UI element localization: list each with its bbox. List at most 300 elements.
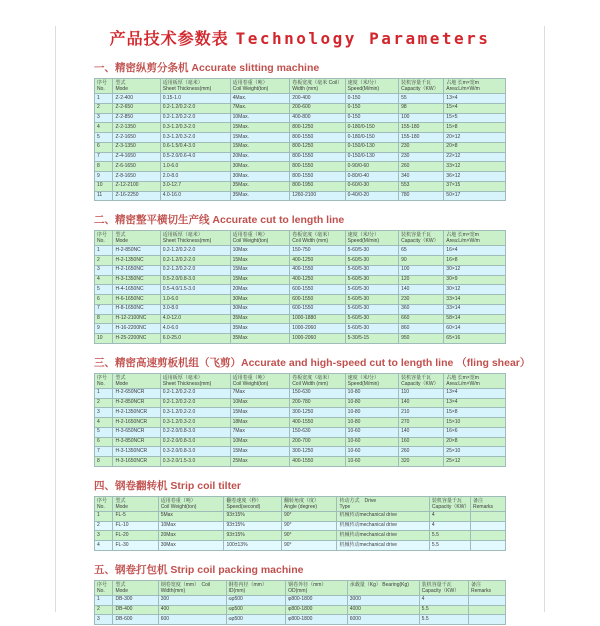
cell-no: 8 (95, 162, 113, 172)
table-cell: 90° (281, 531, 336, 541)
table-cell: 800-1950 (290, 181, 345, 191)
column-header (158, 580, 226, 595)
table-cell: 100±13% (224, 541, 282, 551)
table-cell: 0.5-2.0/0.8-3.0 (160, 275, 230, 285)
column-header (158, 496, 224, 511)
cell-no: 1 (95, 246, 113, 256)
table-cell: H-2-650NCR (113, 388, 160, 398)
column-header (419, 580, 468, 595)
cell-no: 6 (95, 295, 113, 305)
table-cell: 20×8 (444, 142, 506, 152)
table-cell: FL-30 (113, 541, 158, 551)
table-cell: 30Max (230, 304, 290, 314)
table-cell: 10Max (230, 246, 290, 256)
column-header-cn: 序号 (97, 581, 108, 588)
column-header-en: Coil Width (mm) (292, 380, 329, 387)
table-cell: 320 (399, 457, 444, 467)
table-cell: 0.2-1.2/0.2-2.0 (160, 246, 230, 256)
column-header (95, 496, 113, 511)
column-header (95, 373, 113, 388)
table-cell: 150-630 (290, 388, 345, 398)
table-cell: 5.5 (419, 605, 468, 615)
table-cell: 90° (281, 511, 336, 521)
section-heading: 五、钢卷打包机 Strip coil packing machine (94, 563, 304, 576)
cell-no: 2 (95, 521, 113, 531)
table-cell: H-2-1350NC (113, 256, 160, 266)
cell-no: 11 (95, 191, 113, 201)
table-cell: 15×8 (444, 123, 506, 133)
cell-no: 9 (95, 324, 113, 334)
table-cell: 660 (399, 314, 444, 324)
column-header-cn: 速度（米/分） (347, 374, 380, 381)
column-header-en: No. (97, 503, 105, 510)
table-cell: 4 (429, 521, 470, 531)
table-row (95, 275, 506, 285)
table-cell: 15Max (230, 256, 290, 266)
table-cell: 100 (399, 265, 444, 275)
header-row (95, 496, 506, 511)
section-3 (94, 355, 531, 467)
cell-no: 4 (95, 275, 113, 285)
table-cell: 0-180/0-150 (345, 123, 398, 133)
column-header-cn: 序号 (97, 497, 108, 504)
cell-no: 6 (95, 437, 113, 447)
table-cell: 4Max. (230, 94, 290, 104)
table-row (95, 418, 506, 428)
table-cell: 400 (158, 605, 226, 615)
table-cell: 35Max (230, 324, 290, 334)
header-row (95, 580, 506, 595)
column-header-cn: 速度（米/分） (347, 80, 380, 86)
table-cell: 0.6-1.5/0.4-3.0 (160, 142, 230, 152)
header-row (95, 231, 506, 246)
cell-no: 3 (95, 113, 113, 123)
table-cell: 160 (399, 437, 444, 447)
cell-no: 9 (95, 172, 113, 182)
table-cell: 机械传动mechanical drive (337, 521, 429, 531)
cell-no: 4 (95, 418, 113, 428)
table-cell: 4.0-12.0 (160, 314, 230, 324)
column-header-cn: 型式 (115, 497, 126, 504)
header-row (95, 79, 506, 94)
column-header (429, 496, 470, 511)
column-header-cn: 适用卷重（吨） (232, 80, 268, 86)
cell-no: 2 (95, 256, 113, 266)
table-cell: 20×8 (444, 437, 506, 447)
table-cell: Z-3-1350 (113, 142, 160, 152)
table-cell: 5-60/5-30 (345, 324, 398, 334)
column-header-cn: 承载量（Kg） Bearing(Kg) (349, 581, 409, 588)
table-row (95, 304, 506, 314)
table-cell: 机械传动mechanical drive (337, 531, 429, 541)
column-header (399, 231, 444, 246)
table-row (95, 615, 506, 625)
table-row (95, 521, 506, 531)
table-cell: 0.2-1.2/0.2-2.0 (160, 103, 230, 113)
table-cell: 0.3-1.2/0.3-2.0 (160, 418, 230, 428)
table-cell: 65×16 (444, 334, 506, 344)
page-title (56, 26, 544, 49)
cell-no: 1 (95, 595, 113, 605)
table-row (95, 246, 506, 256)
table-row (95, 295, 506, 305)
table-row (95, 256, 506, 266)
cell-no: 4 (95, 123, 113, 133)
table-cell: 30Max. (230, 162, 290, 172)
section-heading: 四、钢卷翻转机 Strip coil tilter (94, 479, 242, 492)
column-header-cn: 钢卷外径（mm） (288, 581, 327, 588)
table-cell: Z-16-2250 (113, 191, 160, 201)
table-cell: 33×14 (444, 295, 506, 305)
column-header-cn: 占地 长m×宽m (446, 80, 479, 86)
table-row (95, 162, 506, 172)
table-cell: FL-5 (113, 511, 158, 521)
table-cell: FL-10 (113, 521, 158, 531)
cell-no: 7 (95, 152, 113, 162)
table-cell (471, 531, 506, 541)
table-cell (471, 541, 506, 551)
table-cell: 400-800 (290, 113, 345, 123)
table-cell: 400-1250 (290, 275, 345, 285)
table-cell: 30×9 (444, 275, 506, 285)
column-header (113, 79, 160, 94)
table-cell: 200-600 (290, 103, 345, 113)
table-cell: 260 (399, 447, 444, 457)
table-cell: Z-2-850 (113, 113, 160, 123)
column-header-en: Angle (degree) (283, 503, 318, 510)
table-cell: 7Max (230, 388, 290, 398)
table-cell: 机械传动mechanical drive (337, 541, 429, 551)
table-cell: H-25-2200NC (113, 334, 160, 344)
table-cell: 20×12 (444, 133, 506, 143)
table-cell: 600 (158, 615, 226, 625)
table-cell: 10Max (230, 398, 290, 408)
table-cell: 2.0-8.0 (160, 172, 230, 182)
table-cell: 15×4 (444, 103, 506, 113)
column-header-en: No. (97, 86, 105, 92)
document-page (55, 26, 545, 622)
table-cell: Z-12-2100 (113, 181, 160, 191)
table-cell (468, 595, 505, 605)
table-cell: 60×14 (444, 324, 506, 334)
table-cell: 50×17 (444, 191, 506, 201)
table-cell: 5-30/5-15 (345, 334, 398, 344)
table-cell: H-6-1650NC (113, 295, 160, 305)
table-cell: 0-90/0-60 (345, 162, 398, 172)
column-header (444, 231, 506, 246)
parameter-table (94, 230, 506, 344)
table-cell: H-3-650NCR (113, 427, 160, 437)
column-header-en: Speed(M/min) (347, 238, 380, 245)
table-cell: 6000 (347, 615, 419, 625)
column-header-en: Coil Weight(ton) (160, 503, 197, 510)
column-header-en: Capacity（KW） (421, 587, 460, 594)
table-cell: 90 (399, 256, 444, 266)
cell-no: 3 (95, 615, 113, 625)
table-row (95, 191, 506, 201)
table-cell: 200-700 (290, 437, 345, 447)
header-row (95, 373, 506, 388)
table-cell: 3000 (347, 595, 419, 605)
table-row (95, 334, 506, 344)
table-row (95, 265, 506, 275)
table-cell: 90° (281, 541, 336, 551)
cell-no: 7 (95, 447, 113, 457)
column-header (471, 496, 506, 511)
cell-no: 2 (95, 398, 113, 408)
table-cell: 5-60/5-30 (345, 304, 398, 314)
column-header-cn: 型式 (115, 581, 126, 588)
column-header-cn: 占地 长m×宽m (446, 374, 479, 381)
table-cell: 0.15-1.0 (160, 94, 230, 104)
cell-no: 1 (95, 388, 113, 398)
sections-container (94, 60, 531, 625)
table-cell: 1000-2060 (290, 324, 345, 334)
table-cell: 0-150 (345, 113, 398, 123)
cell-no: 5 (95, 133, 113, 143)
column-header-en: Coil Width (mm) (292, 238, 329, 245)
column-header (290, 373, 345, 388)
column-header (113, 580, 158, 595)
column-header-cn: 备注 (473, 497, 484, 504)
column-header (337, 496, 429, 511)
table-cell: 93±15% (224, 531, 282, 541)
table-cell: 1000-1880 (290, 314, 345, 324)
column-header-cn: 型式 (115, 80, 126, 86)
table-row (95, 398, 506, 408)
table-cell: ≤φ500 (226, 605, 286, 615)
column-header (399, 373, 444, 388)
column-header-cn: 卷板宽度（毫米 Coil） (292, 80, 343, 86)
column-header-en: No. (97, 238, 105, 245)
table-row (95, 103, 506, 113)
table-cell: 300-1250 (290, 408, 345, 418)
table-cell: φ800-1800 (286, 605, 348, 615)
table-cell: 10-60 (345, 437, 398, 447)
table-cell: Z-2-650 (113, 103, 160, 113)
table-row (95, 457, 506, 467)
column-header (160, 231, 230, 246)
table-cell: 600-1550 (290, 285, 345, 295)
cell-no: 2 (95, 605, 113, 615)
table-cell: 0.2-1.2/0.2-2.0 (160, 113, 230, 123)
column-header-cn: 装机容量千瓦 (421, 581, 452, 588)
table-cell: 1.0-6.0 (160, 162, 230, 172)
column-header-en: Sheet Thickness(mm) (162, 86, 212, 92)
cell-no: 5 (95, 285, 113, 295)
table-cell: 15Max. (230, 133, 290, 143)
table-cell: 0.3-2.0/1.5-3.0 (160, 457, 230, 467)
table-cell (471, 521, 506, 531)
table-cell: 0-150 (345, 94, 398, 104)
table-cell: 35Max (230, 334, 290, 344)
table-cell: 30Max (158, 541, 224, 551)
table-row (95, 511, 506, 521)
table-cell: 155-180 (399, 133, 444, 143)
table-cell: 5Max (158, 511, 224, 521)
table-cell: 0-150/0-130 (345, 152, 398, 162)
table-cell: FL-20 (113, 531, 158, 541)
table-cell: 93±15% (224, 511, 282, 521)
table-cell: 15Max. (230, 123, 290, 133)
table-cell: 0.3-1.2/0.3-2.0 (160, 123, 230, 133)
table-cell: 150-630 (290, 427, 345, 437)
table-cell: 400-1550 (290, 418, 345, 428)
column-header (230, 79, 290, 94)
table-cell: H-2-850NCR (113, 398, 160, 408)
table-cell: 33×12 (444, 162, 506, 172)
table-cell: H-4-1650NC (113, 285, 160, 295)
table-cell: 0.2-1.2/0.2-2.0 (160, 265, 230, 275)
table-cell: 10-80 (345, 398, 398, 408)
table-cell: 5-60/5-30 (345, 246, 398, 256)
table-row (95, 531, 506, 541)
table-cell: 10-80 (345, 418, 398, 428)
table-cell: 13×4 (444, 388, 506, 398)
table-cell: 4 (419, 595, 468, 605)
column-header (444, 79, 506, 94)
table-cell: 600-1550 (290, 295, 345, 305)
table-cell: 15Max (230, 275, 290, 285)
column-header (345, 231, 398, 246)
table-cell: 800-1550 (290, 162, 345, 172)
column-header-cn: 装机容量千瓦 (401, 80, 432, 86)
cell-no: 8 (95, 457, 113, 467)
table-row (95, 123, 506, 133)
table-cell: 22×12 (444, 152, 506, 162)
table-cell: 15Max (230, 265, 290, 275)
cell-no: 2 (95, 103, 113, 113)
table-cell: 860 (399, 324, 444, 334)
table-cell: 5-60/5-30 (345, 285, 398, 295)
table-cell: 110 (399, 388, 444, 398)
column-header (95, 79, 113, 94)
column-header (290, 231, 345, 246)
column-header (347, 580, 419, 595)
table-cell: 机械传动mechanical drive (337, 511, 429, 521)
column-header-cn: 备注 (470, 581, 481, 588)
column-header-en: Type (339, 503, 351, 510)
table-cell: H-2-1650NCR (113, 418, 160, 428)
table-cell: 30×12 (444, 265, 506, 275)
column-header (444, 373, 506, 388)
column-header-en: Mode (115, 86, 128, 92)
table-cell: 5.5 (419, 615, 468, 625)
table-cell: 20Max (230, 285, 290, 295)
section-1 (94, 60, 506, 201)
column-header-en: Speed(second) (226, 503, 261, 510)
table-cell: 30Max (230, 295, 290, 305)
table-row (95, 324, 506, 334)
table-cell: 15×8 (444, 408, 506, 418)
column-header-en: Width (mm) (292, 86, 319, 92)
table-cell: 35Max (230, 314, 290, 324)
column-header (345, 79, 398, 94)
column-header-en: Sheet Thickness(mm) (162, 238, 212, 245)
table-cell: φ800-1800 (286, 595, 348, 605)
table-cell: Z-2-400 (113, 94, 160, 104)
column-header-cn: 钢卷宽度（mm） Coil (160, 581, 211, 588)
table-row (95, 172, 506, 182)
table-cell: H-2-1650NC (113, 265, 160, 275)
cell-no: 10 (95, 181, 113, 191)
column-header-cn: 速度（米/分） (347, 232, 380, 239)
table-cell: ≤φ500 (226, 615, 286, 625)
column-header-en: Mode (115, 503, 128, 510)
table-cell: 20Max. (230, 152, 290, 162)
table-cell: 0.5-2.0/0.6-4.0 (160, 152, 230, 162)
column-header-en: Area:L/m×W/m (446, 86, 480, 92)
column-header-en: Area:L/m×W/m (446, 380, 480, 387)
table-cell: 58×14 (444, 314, 506, 324)
table-cell (471, 511, 506, 521)
table-cell: 93±15% (224, 521, 282, 531)
table-cell: 10-80 (345, 388, 398, 398)
table-cell: 35Max. (230, 191, 290, 201)
column-header-en: Capacity（KW） (401, 380, 439, 387)
section-5 (94, 562, 506, 625)
table-cell: 10-80 (345, 408, 398, 418)
table-cell: 0.3-1.2/0.2-2.0 (160, 408, 230, 418)
table-cell: 16×6 (444, 427, 506, 437)
table-cell: 150-750 (290, 246, 345, 256)
column-header-cn: 型式 (115, 232, 126, 239)
column-header-cn: 适用卷重（吨） (232, 374, 268, 381)
table-cell: 4000 (347, 605, 419, 615)
column-header-en: Mode (115, 380, 128, 387)
table-cell: 6.0-25.0 (160, 334, 230, 344)
table-row (95, 408, 506, 418)
table-cell: 10Max. (230, 113, 290, 123)
table-cell: 400-1250 (290, 256, 345, 266)
table-row (95, 314, 506, 324)
column-header-en: Remarks (470, 587, 491, 594)
table-cell: H-2-850NC (113, 246, 160, 256)
table-cell: 13×4 (444, 94, 506, 104)
column-header (286, 580, 348, 595)
column-header-cn: 装机容量千瓦 (431, 497, 462, 504)
table-cell: 20Max (158, 531, 224, 541)
column-header-en: Sheet Thickness(mm) (162, 380, 212, 387)
column-header-cn: 传动方式 Drive (339, 497, 377, 504)
table-cell: DB-400 (113, 605, 158, 615)
table-cell: 4 (429, 511, 470, 521)
table-cell: 0-150 (345, 103, 398, 113)
column-header-en: Capacity（KW） (401, 238, 439, 245)
cell-no: 6 (95, 142, 113, 152)
table-cell: 7Max. (230, 103, 290, 113)
cell-no: 5 (95, 427, 113, 437)
table-cell: 36×12 (444, 172, 506, 182)
table-cell: 15Max (230, 408, 290, 418)
table-cell: 140 (399, 398, 444, 408)
column-header-en: Speed(M/min) (347, 86, 380, 92)
table-cell: 1000-2060 (290, 334, 345, 344)
table-cell: 210 (399, 408, 444, 418)
column-header (113, 373, 160, 388)
column-header-cn: 翻卷速度（秒） (226, 497, 262, 504)
table-cell: 25×10 (444, 447, 506, 457)
table-cell: 10Max (158, 521, 224, 531)
column-header-cn: 序号 (97, 374, 108, 381)
cell-no: 3 (95, 265, 113, 275)
table-row (95, 541, 506, 551)
table-cell: 100 (399, 113, 444, 123)
table-row (95, 437, 506, 447)
table-row (95, 427, 506, 437)
column-header-en: No. (97, 587, 105, 594)
column-header-cn: 翻转角度（度） (283, 497, 319, 504)
